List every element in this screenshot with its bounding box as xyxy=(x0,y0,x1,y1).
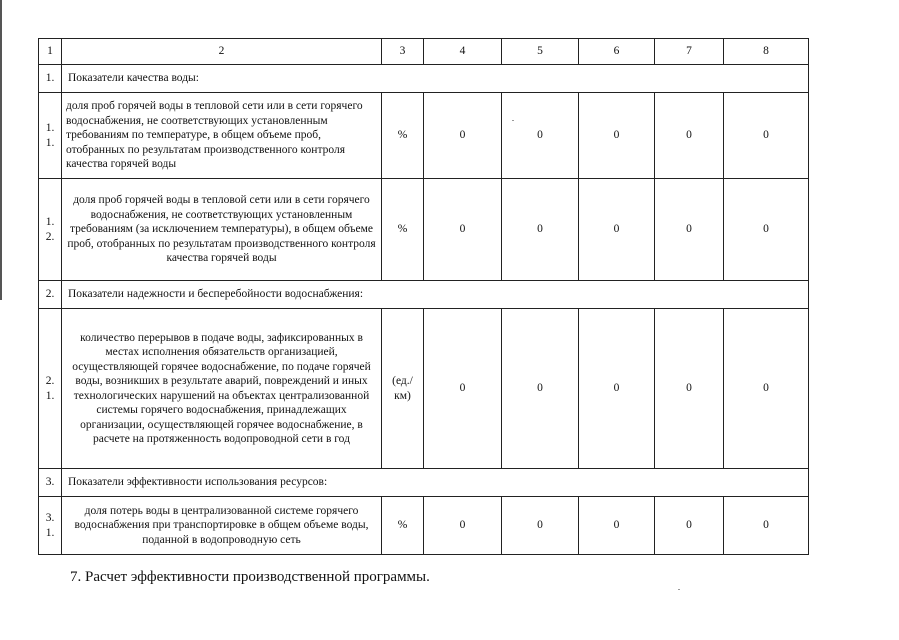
table-header-row xyxy=(39,39,809,65)
header-cell-1: 1 xyxy=(39,39,62,65)
row-value: 0 xyxy=(502,93,579,179)
scan-edge-line xyxy=(0,0,2,300)
row-value: 0 xyxy=(579,179,655,281)
row-value: 0 xyxy=(655,93,724,179)
section-title: Показатели эффективности использования ресурсов: xyxy=(62,469,809,497)
indicators-table xyxy=(38,38,809,555)
header-cell-4: 4 xyxy=(424,39,502,65)
section-row xyxy=(39,281,809,309)
scan-speck xyxy=(512,120,514,121)
header-cell-8: 8 xyxy=(724,39,809,65)
row-value: 0 xyxy=(655,309,724,469)
section-row xyxy=(39,65,809,93)
header-cell-2: 2 xyxy=(62,39,382,65)
row-value: 0 xyxy=(579,309,655,469)
table-row xyxy=(39,93,809,179)
row-value: 0 xyxy=(424,497,502,555)
row-value: 0 xyxy=(502,309,579,469)
row-unit: % xyxy=(382,93,424,179)
table-row xyxy=(39,309,809,469)
table-row xyxy=(39,497,809,555)
row-description: количество перерывов в подаче воды, зафиксированных в местах исполнения обязательств организацией, осуществляющей горячее водоснабжение, по подаче горячей воды, возникших в результате аварий, повреждений и иных технологических нарушений на объектах централизованной системы горячего водоснабжения, принадлежащих организации, осуществляющей горячее водоснабжение, в расчете на протяженность водопроводной сети в год xyxy=(62,309,382,469)
section-number: 3. xyxy=(39,469,62,497)
row-description: доля потерь воды в централизованной системе горячего водоснабжения при транспортировке в общем объеме воды, поданной в водопроводную сеть xyxy=(62,497,382,555)
header-cell-7: 7 xyxy=(655,39,724,65)
row-value: 0 xyxy=(579,93,655,179)
row-value: 0 xyxy=(502,497,579,555)
row-value: 0 xyxy=(724,309,809,469)
section-number: 2. xyxy=(39,281,62,309)
section-number: 1. xyxy=(39,65,62,93)
row-unit: % xyxy=(382,497,424,555)
row-value: 0 xyxy=(424,93,502,179)
footer-heading: 7. Расчет эффективности производственной программы. xyxy=(70,569,430,585)
row-value: 0 xyxy=(655,497,724,555)
row-value: 0 xyxy=(724,179,809,281)
row-number: 3. 1. xyxy=(39,497,62,555)
table-row xyxy=(39,179,809,281)
row-unit: % xyxy=(382,179,424,281)
row-number: 2. 1. xyxy=(39,309,62,469)
row-value: 0 xyxy=(424,309,502,469)
section-title: Показатели качества воды: xyxy=(62,65,809,93)
row-description: доля проб горячей воды в тепловой сети или в сети горячего водоснабжения, не соответствующих установленным требованиям по температуре, в общем объеме проб, отобранных по результатам производственного контроля качества горячей воды xyxy=(62,93,382,179)
row-value: 0 xyxy=(724,93,809,179)
row-value: 0 xyxy=(655,179,724,281)
row-value: 0 xyxy=(424,179,502,281)
row-number: 1. 2. xyxy=(39,179,62,281)
row-unit: (ед./км) xyxy=(382,309,424,469)
row-number: 1. 1. xyxy=(39,93,62,179)
section-title: Показатели надежности и бесперебойности водоснабжения: xyxy=(62,281,809,309)
row-value: 0 xyxy=(579,497,655,555)
scan-speck xyxy=(678,589,680,590)
section-row xyxy=(39,469,809,497)
header-cell-3: 3 xyxy=(382,39,424,65)
row-value: 0 xyxy=(724,497,809,555)
header-cell-5: 5 xyxy=(502,39,579,65)
row-value: 0 xyxy=(502,179,579,281)
row-description: доля проб горячей воды в тепловой сети или в сети горячего водоснабжения, не соответствующих установленным требованиям (за исключением температуры), в общем объеме проб, отобранных по результатам производственного контроля качества горячей воды xyxy=(62,179,382,281)
header-cell-6: 6 xyxy=(579,39,655,65)
